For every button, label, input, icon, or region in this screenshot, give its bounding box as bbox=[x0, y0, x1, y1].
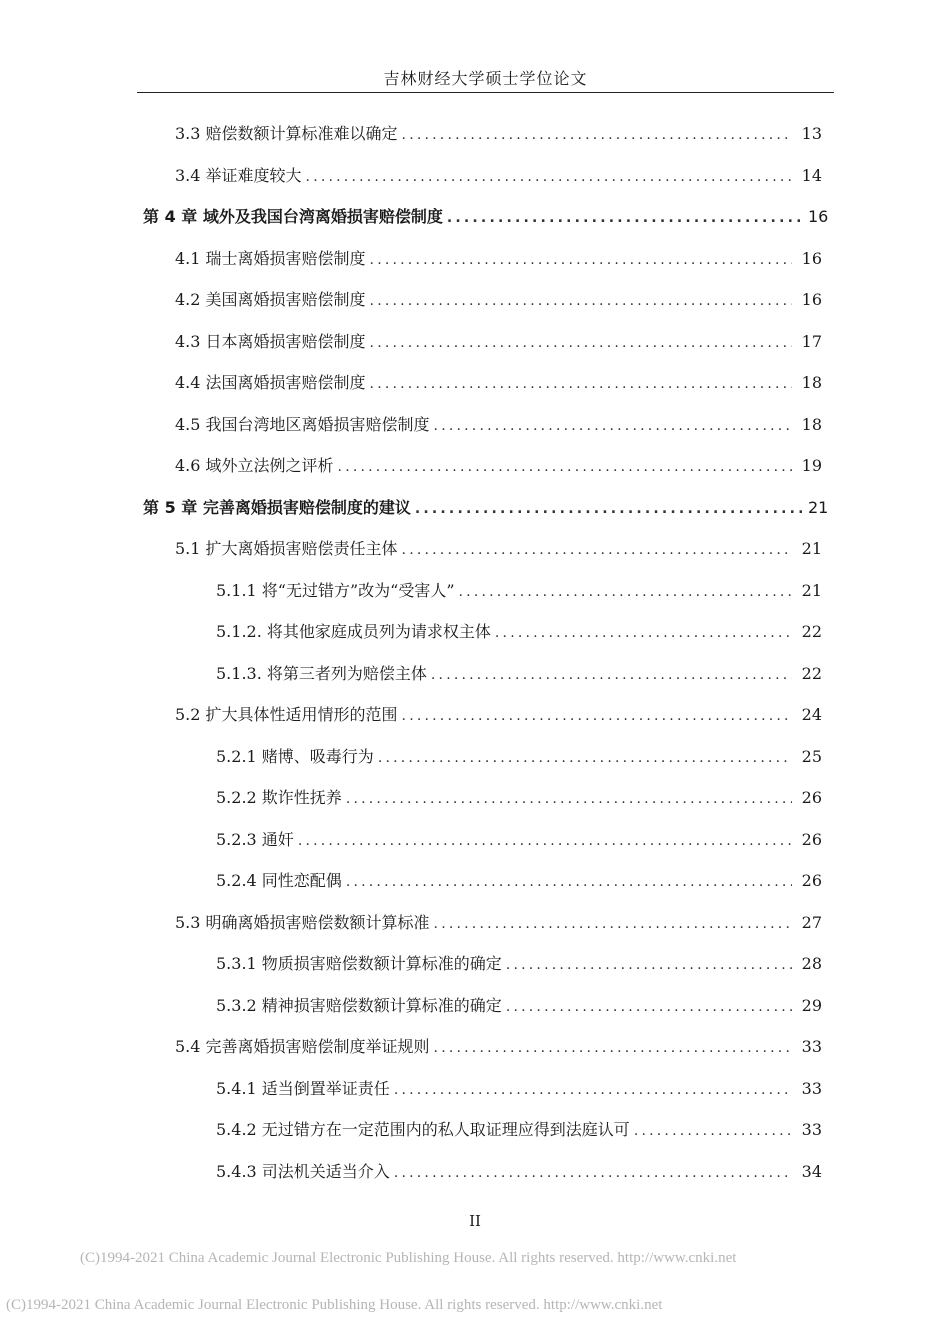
dot-leader bbox=[306, 169, 792, 185]
toc-entry-title: 5.3 明确离婚损害赔偿数额计算标准 bbox=[175, 913, 430, 932]
toc-entry[interactable] bbox=[216, 785, 822, 809]
copyright-notice: (C)1994-2021 China Academic Journal Electronic Publishing House. All rights reserved. http://www.cnki.net bbox=[80, 1250, 737, 1266]
dot-leader bbox=[370, 293, 792, 309]
dot-leader bbox=[495, 625, 792, 641]
dot-leader bbox=[298, 833, 792, 849]
dot-leader bbox=[415, 501, 802, 517]
toc-entry-page: 33 bbox=[801, 1079, 822, 1098]
dot-leader bbox=[346, 874, 792, 890]
toc-entry-page: 26 bbox=[801, 871, 822, 890]
dot-leader bbox=[634, 1123, 792, 1139]
dot-leader bbox=[506, 957, 792, 973]
toc-entry-title: 4.5 我国台湾地区离婚损害赔偿制度 bbox=[175, 415, 430, 434]
toc-entry-page: 34 bbox=[801, 1162, 822, 1181]
dot-leader bbox=[506, 999, 792, 1015]
toc-entry[interactable] bbox=[216, 993, 822, 1017]
toc-entry[interactable] bbox=[216, 1159, 822, 1183]
toc-entry-title: 5.4.1 适当倒置举证责任 bbox=[216, 1079, 390, 1098]
toc-entry-title: 第 4 章 域外及我国台湾离婚损害赔偿制度 bbox=[143, 207, 443, 226]
dot-leader bbox=[459, 584, 792, 600]
toc-entry-page: 16 bbox=[808, 207, 829, 226]
toc-entry-title: 3.4 举证难度较大 bbox=[175, 166, 302, 185]
toc-entry[interactable] bbox=[216, 951, 822, 975]
toc-entry-page: 22 bbox=[801, 622, 822, 641]
toc-entry[interactable] bbox=[175, 702, 822, 726]
toc-entry-title: 5.2 扩大具体性适用情形的范围 bbox=[175, 705, 398, 724]
toc-entry[interactable] bbox=[216, 619, 822, 643]
toc-entry-title: 4.6 域外立法例之评析 bbox=[175, 456, 334, 475]
toc-entry-title: 5.1.2. 将其他家庭成员列为请求权主体 bbox=[216, 622, 491, 641]
toc-entry-title: 5.2.1 赌博、吸毒行为 bbox=[216, 747, 374, 766]
toc-entry-page: 24 bbox=[801, 705, 822, 724]
toc-entry-page: 19 bbox=[801, 456, 822, 475]
toc-entry-title: 4.2 美国离婚损害赔偿制度 bbox=[175, 290, 366, 309]
dot-leader bbox=[447, 210, 802, 226]
toc-entry-page: 21 bbox=[801, 581, 822, 600]
dot-leader bbox=[346, 791, 792, 807]
toc-entry[interactable] bbox=[175, 1034, 822, 1058]
toc-entry[interactable] bbox=[175, 370, 822, 394]
toc-entry[interactable] bbox=[216, 578, 822, 602]
toc-entry[interactable] bbox=[216, 744, 822, 768]
dot-leader bbox=[370, 335, 792, 351]
dot-leader bbox=[370, 252, 792, 268]
toc-entry[interactable] bbox=[175, 121, 822, 145]
toc-chapter-entry[interactable] bbox=[143, 495, 828, 519]
toc-entry-title: 第 5 章 完善离婚损害赔偿制度的建议 bbox=[143, 498, 411, 517]
toc-entry-page: 17 bbox=[801, 332, 822, 351]
toc-entry[interactable] bbox=[175, 246, 822, 270]
toc-entry-title: 5.3.1 物质损害赔偿数额计算标准的确定 bbox=[216, 954, 502, 973]
toc-entry-page: 21 bbox=[808, 498, 829, 517]
toc-entry-page: 22 bbox=[801, 664, 822, 683]
toc-entry-page: 16 bbox=[801, 249, 822, 268]
toc-entry[interactable] bbox=[175, 453, 822, 477]
dot-leader bbox=[402, 708, 792, 724]
toc-entry-page: 25 bbox=[801, 747, 822, 766]
toc-entry-page: 18 bbox=[801, 415, 822, 434]
toc-entry[interactable] bbox=[216, 868, 822, 892]
toc-chapter-entry[interactable] bbox=[143, 204, 828, 228]
dot-leader bbox=[338, 459, 792, 475]
toc-entry[interactable] bbox=[216, 827, 822, 851]
dot-leader bbox=[434, 1040, 792, 1056]
toc-entry[interactable] bbox=[175, 329, 822, 353]
toc-entry-page: 26 bbox=[801, 830, 822, 849]
toc-entry-title: 4.1 瑞士离婚损害赔偿制度 bbox=[175, 249, 366, 268]
page-number: II bbox=[469, 1212, 481, 1230]
toc-entry-title: 5.1 扩大离婚损害赔偿责任主体 bbox=[175, 539, 398, 558]
toc-entry-title: 5.2.2 欺诈性抚养 bbox=[216, 788, 342, 807]
toc-entry-title: 5.2.4 同性恋配偶 bbox=[216, 871, 342, 890]
toc-entry-title: 5.4.2 无过错方在一定范围内的私人取证理应得到法庭认可 bbox=[216, 1120, 630, 1139]
toc-entry-title: 5.1.1 将“无过错方”改为“受害人” bbox=[216, 581, 455, 600]
toc-entry-page: 33 bbox=[801, 1037, 822, 1056]
toc-entry-page: 27 bbox=[801, 913, 822, 932]
toc-entry[interactable] bbox=[216, 661, 822, 685]
toc-entry-page: 28 bbox=[801, 954, 822, 973]
toc-entry-title: 4.4 法国离婚损害赔偿制度 bbox=[175, 373, 366, 392]
toc-entry-title: 5.1.3. 将第三者列为赔偿主体 bbox=[216, 664, 427, 683]
toc-entry-title: 5.2.3 通奸 bbox=[216, 830, 294, 849]
toc-entry-title: 5.4.3 司法机关适当介入 bbox=[216, 1162, 390, 1181]
toc-entry-page: 21 bbox=[801, 539, 822, 558]
page-header-title: 吉林财经大学硕士学位论文 bbox=[383, 69, 588, 88]
toc-entry-page: 14 bbox=[801, 166, 822, 185]
toc-entry-title: 5.3.2 精神损害赔偿数额计算标准的确定 bbox=[216, 996, 502, 1015]
dot-leader bbox=[394, 1082, 792, 1098]
dot-leader bbox=[434, 916, 792, 932]
toc-entry-title: 3.3 赔偿数额计算标准难以确定 bbox=[175, 124, 398, 143]
toc-entry-page: 13 bbox=[801, 124, 822, 143]
toc-entry-page: 33 bbox=[801, 1120, 822, 1139]
dot-leader bbox=[394, 1165, 792, 1181]
toc-entry[interactable] bbox=[175, 287, 822, 311]
dot-leader bbox=[378, 750, 792, 766]
copyright-notice-repeat: (C)1994-2021 China Academic Journal Electronic Publishing House. All rights reserved. http://www.cnki.net bbox=[6, 1297, 663, 1313]
toc-entry[interactable] bbox=[175, 412, 822, 436]
toc-entry-title: 4.3 日本离婚损害赔偿制度 bbox=[175, 332, 366, 351]
toc-entry-page: 18 bbox=[801, 373, 822, 392]
toc-entry[interactable] bbox=[175, 910, 822, 934]
dot-leader bbox=[402, 127, 792, 143]
dot-leader bbox=[431, 667, 792, 683]
toc-entry[interactable] bbox=[216, 1076, 822, 1100]
dot-leader bbox=[370, 376, 792, 392]
dot-leader bbox=[402, 542, 792, 558]
toc-entry[interactable] bbox=[175, 163, 822, 187]
toc-entry[interactable] bbox=[216, 1117, 822, 1141]
toc-entry[interactable] bbox=[175, 536, 822, 560]
toc-entry-page: 16 bbox=[801, 290, 822, 309]
toc-entry-page: 26 bbox=[801, 788, 822, 807]
dot-leader bbox=[434, 418, 792, 434]
toc-entry-title: 5.4 完善离婚损害赔偿制度举证规则 bbox=[175, 1037, 430, 1056]
toc-entry-page: 29 bbox=[801, 996, 822, 1015]
